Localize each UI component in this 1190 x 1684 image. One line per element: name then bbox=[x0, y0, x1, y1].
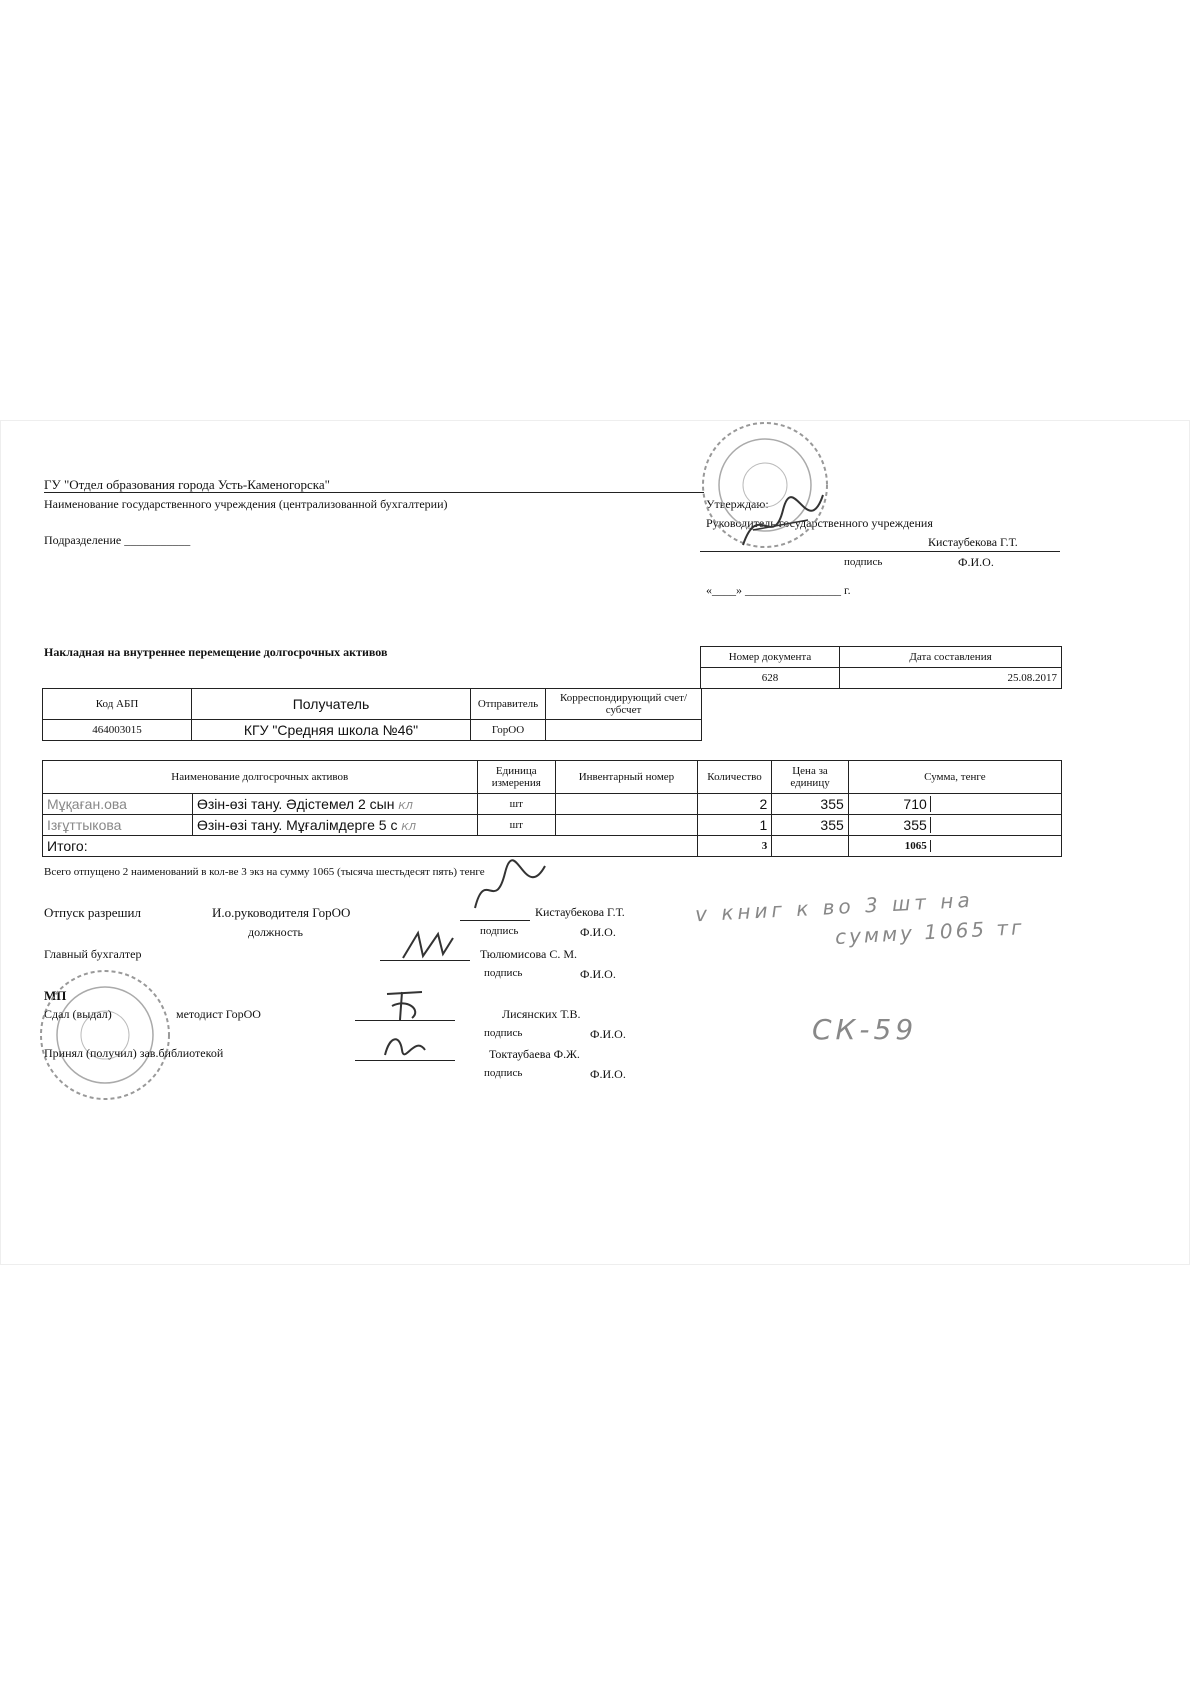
doc-date-value: 25.08.2017 bbox=[840, 668, 1062, 689]
item-qty: 2 bbox=[697, 794, 771, 815]
document-sheet bbox=[0, 420, 1190, 1265]
approve-fio-caption: Ф.И.О. bbox=[958, 555, 994, 569]
release-name: Кистаубекова Г.Т. bbox=[535, 905, 625, 919]
items-unit-header: Единица измерения bbox=[477, 761, 556, 794]
items-sum-header: Сумма, тенге bbox=[848, 761, 1061, 794]
total-row bbox=[43, 836, 1062, 857]
head-label: Руководитель государственного учреждения bbox=[706, 516, 933, 530]
item-sum-value: 710 bbox=[853, 796, 931, 812]
item-name bbox=[192, 794, 477, 815]
items-table bbox=[42, 760, 1062, 857]
signature-head bbox=[738, 490, 828, 560]
account-value bbox=[546, 720, 702, 741]
org-name: ГУ "Отдел образования города Усть-Каменогорска" bbox=[44, 477, 330, 492]
subdivision-label: Подразделение ___________ bbox=[44, 533, 191, 547]
item-sum bbox=[848, 794, 1061, 815]
item-name-text: Өзін-өзі тану. Әдістемел 2 сын bbox=[196, 796, 395, 812]
recipient-header: Получатель bbox=[192, 689, 471, 720]
release-position: И.о.руководителя ГорОО bbox=[212, 905, 351, 920]
item-price: 355 bbox=[772, 794, 849, 815]
seal-stamp-bottom bbox=[30, 960, 180, 1110]
item-name bbox=[192, 815, 477, 836]
doc-date-label: Дата составления bbox=[840, 647, 1062, 668]
item-qty: 1 bbox=[697, 815, 771, 836]
item-sum-value: 355 bbox=[853, 817, 931, 833]
total-label: Итого: bbox=[43, 836, 698, 857]
item-note: КЛ bbox=[398, 801, 413, 812]
org-underline bbox=[44, 492, 704, 493]
handed-label: Сдал (выдал) bbox=[44, 1007, 112, 1021]
total-sum bbox=[848, 836, 1061, 857]
sender-header: Отправитель bbox=[471, 689, 546, 720]
doc-number-value: 628 bbox=[701, 668, 840, 689]
received-label: Принял (получил) зав.библиотекой bbox=[44, 1046, 224, 1060]
item-name-text: Өзін-өзі тану. Мұғалімдерге 5 с bbox=[196, 817, 398, 833]
chief-acc-fio-caption: Ф.И.О. bbox=[580, 967, 616, 981]
approve-label: Утверждаю: bbox=[706, 497, 769, 511]
item-price: 355 bbox=[772, 815, 849, 836]
release-fio-caption: Ф.И.О. bbox=[580, 925, 616, 939]
org-caption: Наименование государственного учреждения (централизованной бухгалтерии) bbox=[44, 497, 448, 511]
handed-position: методист ГорОО bbox=[176, 1007, 261, 1021]
release-label: Отпуск разрешил bbox=[44, 905, 141, 920]
handwritten-note-line1: v книг к во 3 шт на bbox=[694, 887, 975, 927]
release-sign-line bbox=[460, 920, 530, 921]
item-inv bbox=[556, 815, 698, 836]
mp-label: МП bbox=[44, 988, 67, 1003]
doc-number-label: Номер документа bbox=[701, 647, 840, 668]
item-sum bbox=[848, 815, 1061, 836]
total-sum-value: 1065 bbox=[853, 840, 931, 852]
signature-handed bbox=[382, 988, 432, 1024]
handed-fio-caption: Ф.И.О. bbox=[590, 1027, 626, 1041]
item-inv bbox=[556, 794, 698, 815]
abp-code-header: Код АБП bbox=[43, 689, 192, 720]
position-caption: должность bbox=[248, 925, 303, 939]
table-row bbox=[43, 815, 1062, 836]
item-note: КЛ bbox=[401, 822, 416, 833]
item-unit: шт bbox=[477, 794, 556, 815]
received-name: Токтаубаева Ф.Ж. bbox=[489, 1047, 580, 1061]
handed-name: Лисянских Т.В. bbox=[502, 1007, 581, 1021]
approve-sign-caption: подпись bbox=[844, 556, 883, 568]
head-name: Кистаубекова Г.Т. bbox=[928, 535, 1018, 549]
account-header: Корреспондирующий счет/субсчет bbox=[546, 689, 702, 720]
handed-sign-caption: подпись bbox=[484, 1027, 523, 1039]
recipient-value: КГУ "Средняя школа №46" bbox=[192, 720, 471, 741]
total-qty: 3 bbox=[697, 836, 771, 857]
items-price-header: Цена за единицу bbox=[772, 761, 849, 794]
items-name-header: Наименование долгосрочных активов bbox=[43, 761, 478, 794]
doc-info-table bbox=[700, 646, 1062, 689]
item-unit: шт bbox=[477, 815, 556, 836]
approve-date-line: «____» ________________ г. bbox=[706, 583, 851, 597]
signature-chief-acc bbox=[398, 928, 458, 964]
item-code: Ізғұттыкова bbox=[43, 815, 193, 836]
summary-line: Всего отпущено 2 наименований в кол-ве 3 экз на сумму 1065 (тысяча шестьдесят пять) тенге bbox=[44, 866, 485, 878]
document-title: Накладная на внутреннее перемещение долгосрочных активов bbox=[44, 645, 388, 659]
total-price-empty bbox=[772, 836, 849, 857]
table-row bbox=[43, 794, 1062, 815]
chief-acc-sign-caption: подпись bbox=[484, 967, 523, 979]
release-sign-caption: подпись bbox=[480, 925, 519, 937]
sender-value: ГорОО bbox=[471, 720, 546, 741]
abp-code-value: 464003015 bbox=[43, 720, 192, 741]
handwritten-note-line2: сумму 1065 тг bbox=[834, 915, 1026, 949]
parties-table bbox=[42, 688, 702, 741]
chief-acc-name: Тюлюмисова С. М. bbox=[480, 947, 578, 961]
handwritten-code: СК-59 bbox=[812, 1013, 918, 1046]
signature-received bbox=[380, 1030, 430, 1062]
chief-acc-label: Главный бухгалтер bbox=[44, 947, 142, 961]
received-fio-caption: Ф.И.О. bbox=[590, 1067, 626, 1081]
items-qty-header: Количество bbox=[697, 761, 771, 794]
item-code: Мұқаған.ова bbox=[43, 794, 193, 815]
items-inv-header: Инвентарный номер bbox=[556, 761, 698, 794]
received-sign-caption: подпись bbox=[484, 1067, 523, 1079]
